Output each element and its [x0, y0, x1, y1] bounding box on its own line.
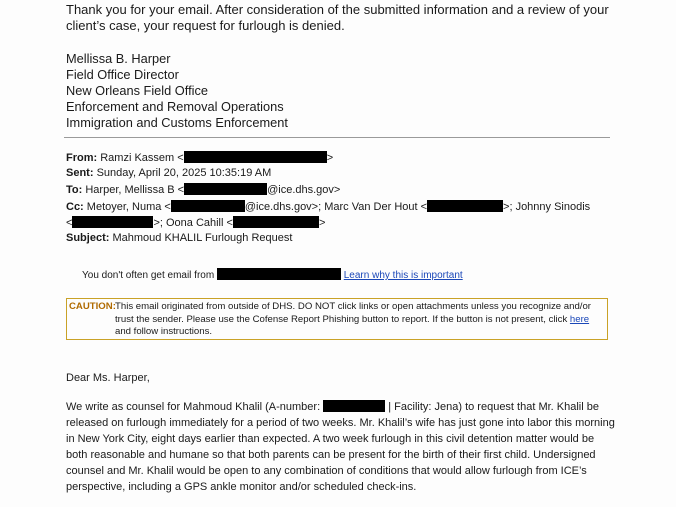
caution-tail: and follow instructions. [115, 326, 213, 337]
subject-value: Mahmoud KHALIL Furlough Request [112, 232, 293, 244]
redaction-box [427, 200, 503, 212]
to-name: Harper, Mellissa B < [85, 184, 185, 196]
signature-agency: Immigration and Customs Enforcement [66, 115, 288, 130]
redaction-box [184, 183, 267, 195]
p1-part-b: | Facility: Jena) to request that Mr. Khalil be [388, 401, 599, 413]
caution-here-link[interactable]: here [569, 313, 590, 325]
notice-text: You don't often get email from [82, 270, 215, 281]
from-name: Ramzi Kassem < [100, 152, 184, 164]
external-sender-notice [82, 268, 463, 281]
paragraph-line-6: perspective, including a GPS ankle monitor and/or scheduled check-ins. [66, 481, 417, 493]
cc-part-3: >; Johnny Sinodis [503, 201, 591, 213]
divider [64, 137, 610, 138]
signature-division: Enforcement and Removal Operations [66, 99, 284, 114]
header-sent [66, 167, 271, 180]
caution-label: CAUTION: [69, 301, 116, 312]
paragraph-line-5: counsel and Mr. Khalil would be open to any combination of conditions that would allow furlough from ICE’s [66, 465, 587, 477]
reply-line-1: Thank you for your email. After consideration of the submitted information and a review of your [66, 2, 609, 17]
paragraph-line-1 [66, 399, 599, 415]
header-subject [66, 232, 292, 245]
caution-message: This email originated from outside of DHS. DO NOT click links or open attachments unless you recognize and/or trust the sender. Please use the Cofense Report Phishing button to report. If the button is not present, click [115, 301, 591, 325]
greeting: Dear Ms. Harper, [66, 372, 150, 384]
header-cc-cont [66, 216, 325, 230]
p1-part-a: We write as counsel for Mahmoud Khalil (A-number: [66, 401, 321, 413]
signature-name: Mellissa B. Harper [66, 51, 171, 66]
cc-part-1: Metoyer, Numa < [86, 201, 171, 213]
header-cc [66, 200, 590, 214]
cc-part-5: >; Oona Cahill < [153, 217, 233, 229]
header-to [66, 183, 340, 197]
learn-why-link[interactable]: Learn why this is important [343, 270, 463, 281]
paragraph-line-3: in New York City, eight days earlier than expected. A two week furlough in this civil detention matter would be [66, 433, 595, 445]
redaction-box [233, 216, 319, 228]
reply-line-2: client’s case, your request for furlough is denied. [66, 18, 345, 33]
cc-label: Cc: [66, 201, 84, 213]
redaction-box [323, 400, 385, 412]
signature-title: Field Office Director [66, 67, 179, 82]
caution-banner [66, 298, 608, 340]
redaction-box [184, 151, 327, 163]
caution-text [115, 301, 605, 339]
to-domain: @ice.dhs.gov> [267, 184, 341, 196]
sent-value: Sunday, April 20, 2025 10:35:19 AM [96, 167, 272, 179]
cc-part-4: < [66, 217, 73, 229]
redaction-box [217, 268, 341, 280]
cc-part-6: > [318, 217, 326, 229]
subject-label: Subject: [66, 232, 110, 244]
paragraph-line-4: both reasonable and humane so that both parents can be present for the birth of their first child. Undersigned [66, 449, 596, 461]
redaction-box [171, 200, 245, 212]
redaction-box [72, 216, 153, 228]
sent-label: Sent: [66, 167, 94, 179]
header-from [66, 151, 333, 165]
from-label: From: [66, 152, 98, 164]
cc-part-2: @ice.dhs.gov>; Marc Van Der Hout < [244, 201, 428, 213]
signature-office: New Orleans Field Office [66, 83, 209, 98]
to-label: To: [66, 184, 83, 196]
paragraph-line-2: released on furlough immediately for a period of two weeks. Mr. Khalil’s wife has just gone into labor this morning [66, 417, 615, 429]
from-tail: > [326, 152, 334, 164]
